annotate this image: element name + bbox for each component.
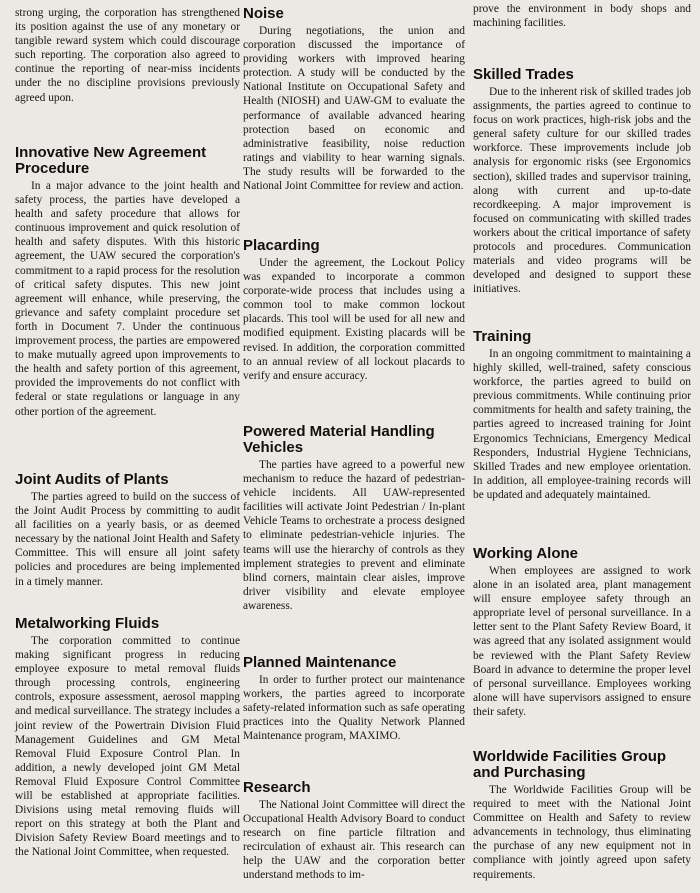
section-body: In a major advance to the joint health and safety process, the parties have developed a health and safety procedure that allows for continuous improvement and quick resolution of health and safety disputes. With this historic agreement, the UAW secured the corporation's commitment to a rapid process for the resolution of critical safety disputes. This new joint agreement will enhance, while preserving, the grievance and safety complaint procedure set forth in Document 7. Under the continuous improvement process, the parties are empowered to make mutually agreed upon improvements to the health and safety portion of this agreement, provided the improvements do not conflict with federal or state regulations or language in any other portion of the agreement. [15, 180, 240, 418]
section-heading: Placarding [243, 237, 320, 254]
section-body: In order to further protect our maintenance workers, the parties agreed to incorporate safety-related information such as safe operating practices into the Quality Network Planned Maintenance program, MAXIMO. [243, 674, 465, 743]
section-planned-maintenance [243, 655, 465, 743]
section-heading: Research [243, 779, 311, 796]
section-continuation [15, 6, 240, 105]
section-body: The parties agreed to build on the success of the Joint Audit Process by committing to audit all facilities on a yearly basis, or as deemed necessary by the national Joint Health and Safety Committee. This will ensure all joint safety policies and procedures are being implemented in a timely manner. [15, 491, 240, 588]
section-body: The corporation committed to continue making significant progress in reducing employee exposure to metal removal fluids through processing controls, engineering controls, exposure assessment, aerosol mapping and medical surveillance. The strategy includes a joint review of the Powertrain Division Fluid Management Guidelines and GM Metal Removal Fluid Exposure Control Plan. In addition, a newly developed joint GM Metal Removal Fluid Exposure Control Committee will be established at appropriate facilities. Divisions using metal removing fluids will report on this strategy at both the Plant and Division Safety Review Board meetings and to the National Joint Committee, when requested. [15, 635, 240, 859]
section-continuation [473, 2, 691, 30]
section-body: Under the agreement, the Lockout Policy was expanded to incorporate a common corporate-wide process that includes using a common tool to make common lockout placards. This tool will be used for all new and modified equipment. Existing placards will be revised. In addition, the corporation committed to an annual review of all lockout placards to verify and ensure accuracy. [243, 257, 465, 382]
section-body: strong urging, the corporation has strengthened its position against the use of any monetary or tangible reward system which could discourage such reporting. The corporation also agreed to continue the reporting of near-miss incidents under the no discipline provisions previously agreed upon. [15, 7, 240, 104]
section-heading: Powered Material Handling Vehicles [243, 423, 435, 456]
section-body: In an ongoing commitment to maintaining a highly skilled, well-trained, safety conscious workforce, the parties agreed to build on previous commitments. While continuing prior commitments for health and safety training, the parties agreed to increased training for Joint Ergonomics Technicians, Emergency Medical Responders, Industrial Hygiene Technicians, Skilled Trades and new employee orientation. In addition, all employee-training records will be updated and adequately maintained. [473, 348, 691, 501]
section-heading: Noise [243, 5, 284, 22]
section-powered-vehicles [243, 424, 465, 613]
section-body: During negotiations, the union and corporation discussed the importance of providing workers with improved hearing protection. A study will be conducted by the National Institute on Occupational Safety and Health (NIOSH) and UAW-GM to evaluate the performance of available advanced hearing protection based on economic and administrative feasibility, noise reduction ratings and viability to hear warning signals. The study results will be forwarded to the National Joint Committee for review and action. [243, 25, 465, 193]
section-worldwide-facilities [473, 749, 691, 882]
section-research [243, 780, 465, 883]
section-body: The Worldwide Facilities Group will be required to meet with the National Joint Committee on Health and Safety to review advancements in technology, thus eliminating the purchase of any new equipment not in compliance with jointly agreed upon safety requirements. [473, 784, 691, 881]
section-heading: Training [473, 328, 532, 345]
section-placarding [243, 238, 465, 383]
section-heading: Innovative New Agreement Procedure [15, 144, 207, 177]
section-joint-audits [15, 472, 240, 589]
section-heading: Joint Audits of Plants [15, 471, 169, 488]
section-working-alone [473, 546, 691, 719]
section-noise [243, 6, 465, 193]
section-body: Due to the inherent risk of skilled trades job assignments, the parties agreed to continue to focus on work practices, high-risk jobs and the general safety culture for our skilled trades workforce. These improvements include job analysis for ergonomic risks (see Ergonomics section), skilled trades and supervisor training, along with current and up-to-date recordkeeping. A major improvement is focused on communicating with skilled trades workers about the critical importance of safety protocols and procedures. Communication materials and video programs will be developed and designed to support these initiatives. [473, 86, 691, 296]
section-metalworking-fluids [15, 616, 240, 860]
section-body: prove the environment in body shops and machining facilities. [473, 3, 691, 30]
section-heading: Metalworking Fluids [15, 615, 160, 632]
section-training [473, 329, 691, 502]
section-body: The parties have agreed to a powerful new mechanism to reduce the hazard of pedestrian-vehicle incidents. All UAW-represented facilities will activate Joint Pedestrian / In-plant Vehicle Teams to orchestrate a process designed to eliminate pedestrian-vehicle injuries. The teams will use the hierarchy of controls as they implement strategies to prevent and eliminate blind corners, maintain clear aisles, improve driver visibility and elevate employee awareness. [243, 459, 465, 612]
section-heading: Planned Maintenance [243, 654, 397, 671]
section-innovative-agreement [15, 145, 240, 419]
section-body: When employees are assigned to work alone in an isolated area, plant management will ensure employee safety through an appropriate level of personal surveillance. In a letter sent to the Plant Safety Review Board, it was agreed that any isolated assignment would be reviewed with the Plant Safety Review Board in advance to determine the proper level of personal surveillance. Employees working alone will have supervisors assigned to ensure their safety. [473, 565, 691, 718]
section-heading: Working Alone [473, 545, 578, 562]
section-heading: Skilled Trades [473, 66, 574, 83]
section-heading: Worldwide Facilities Group and Purchasing [473, 748, 667, 781]
section-body: The National Joint Committee will direct the Occupational Health Advisory Board to conduct research on fine particle filtration and recirculation of exhaust air. This research can help the UAW and the corporation better understand methods to im- [243, 799, 465, 882]
section-skilled-trades [473, 67, 691, 296]
